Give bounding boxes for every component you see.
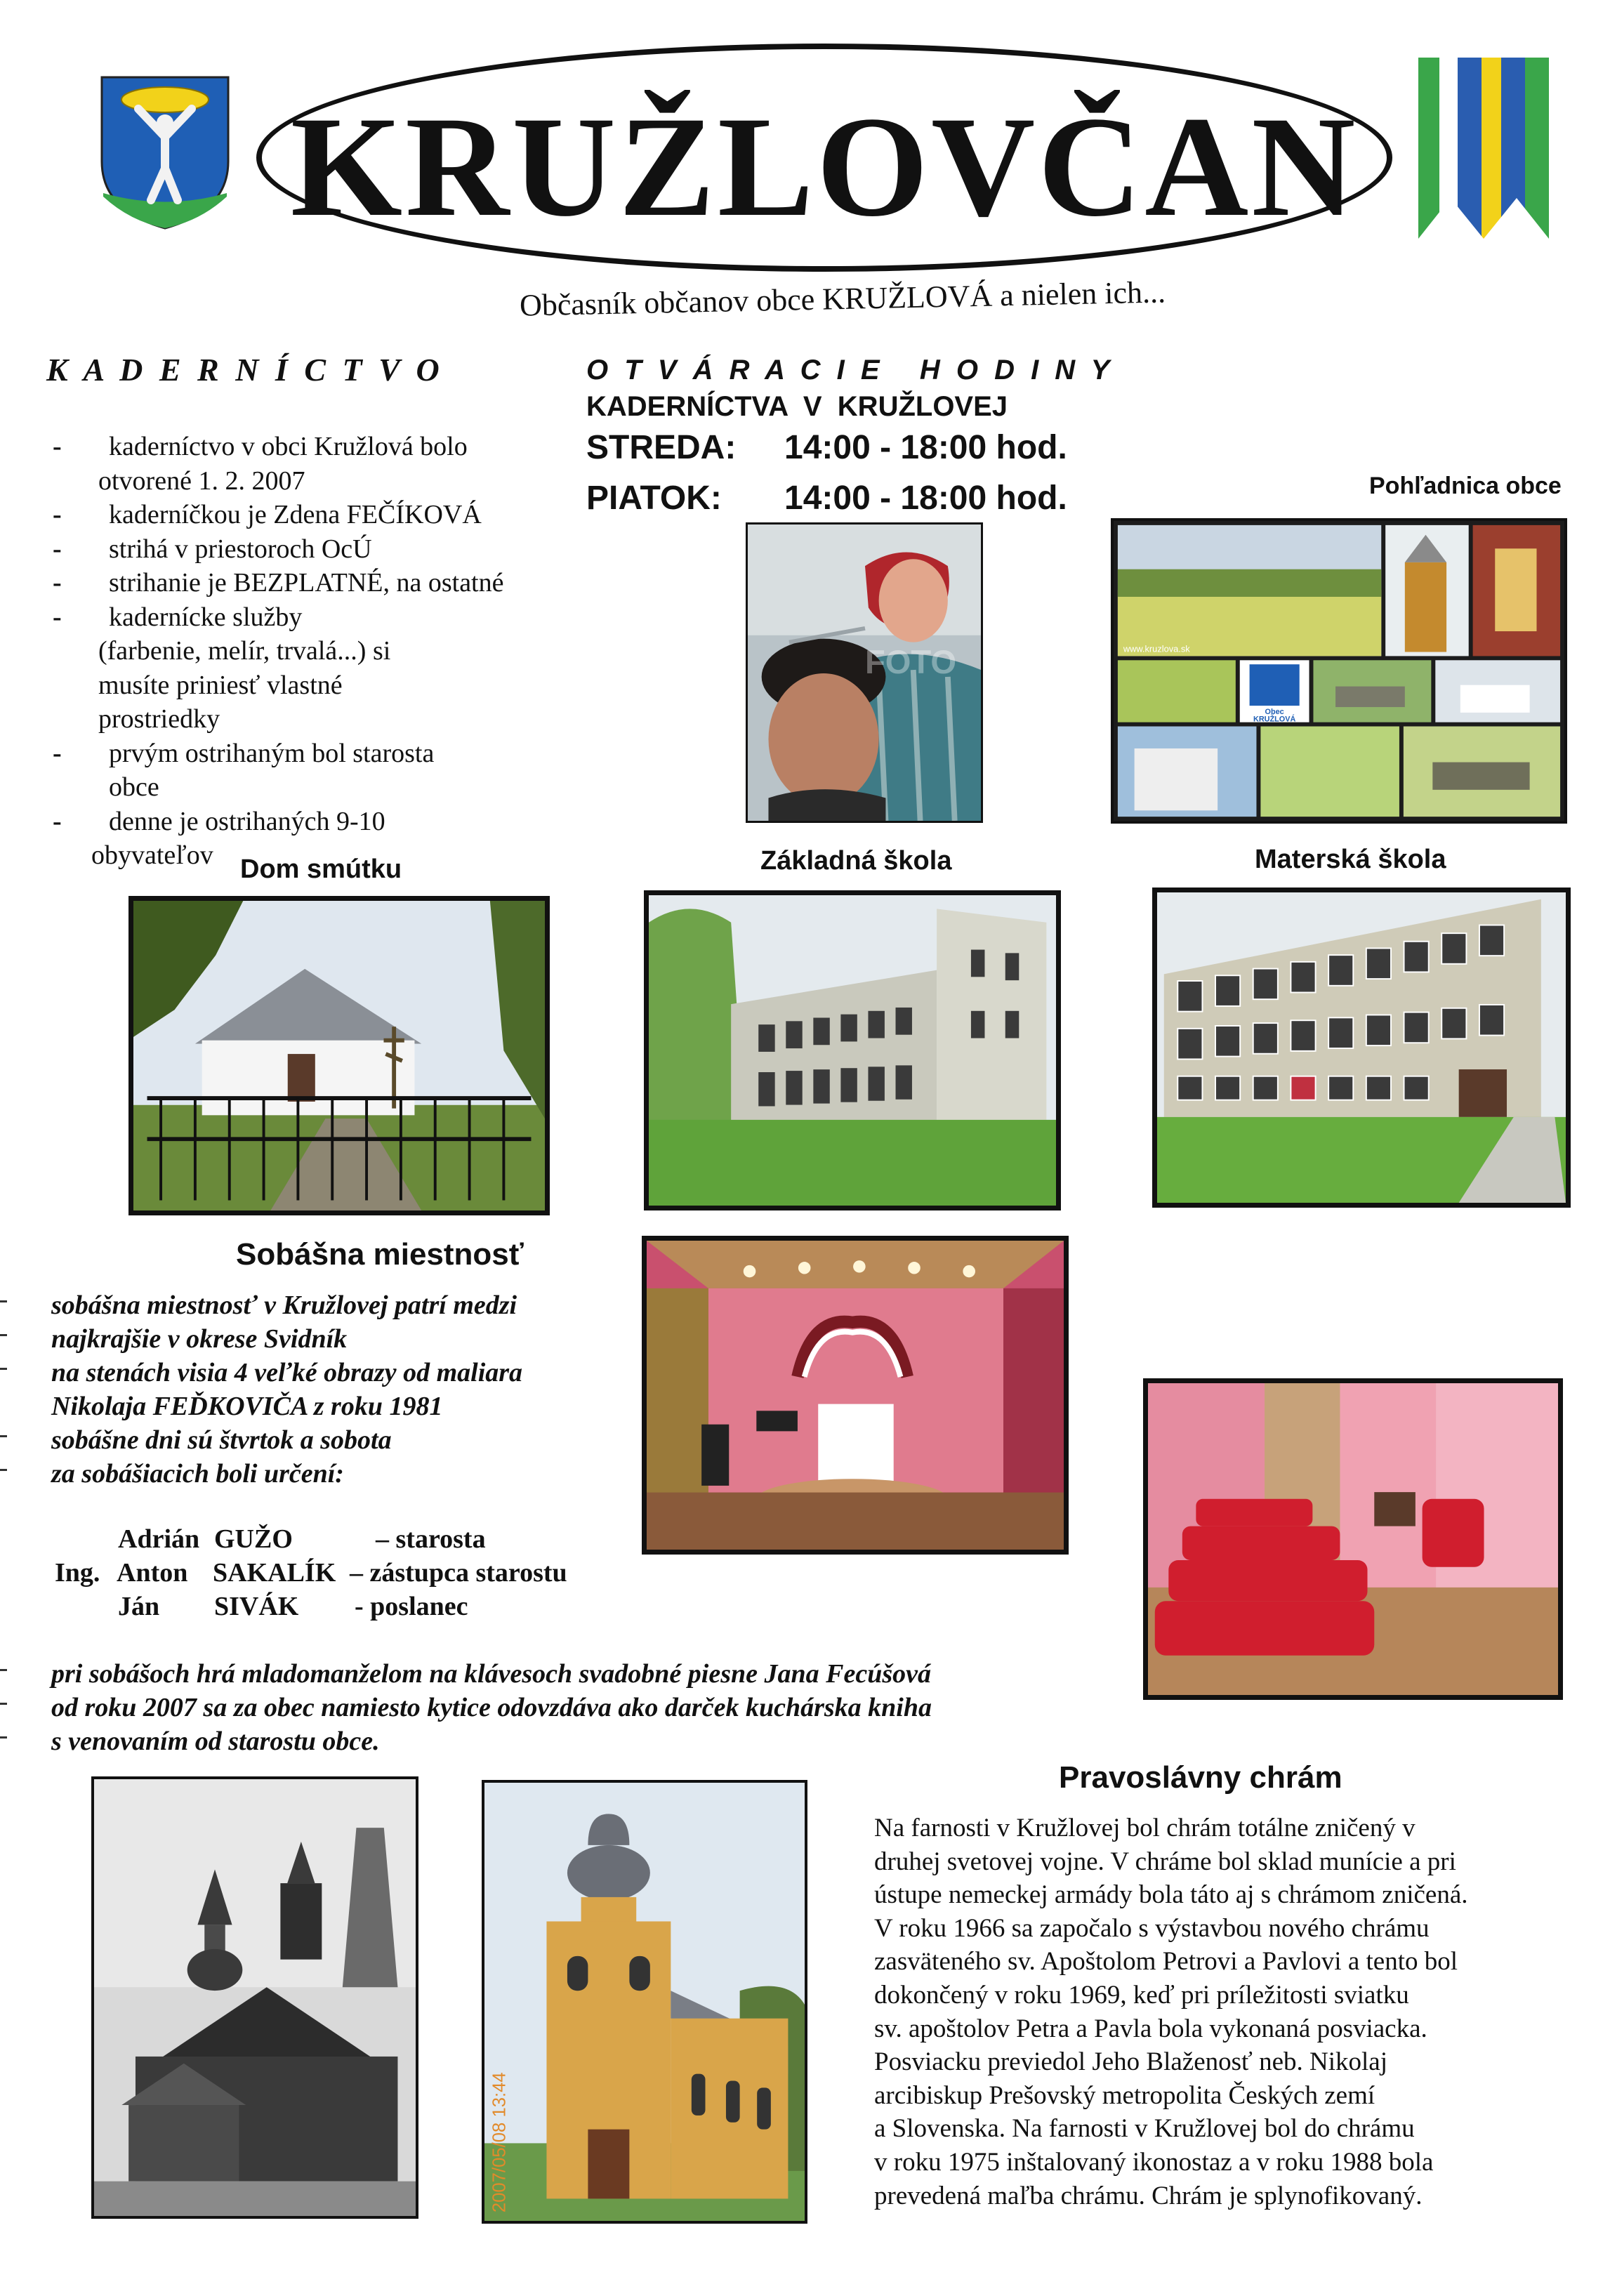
kindergarten-photo [1152, 888, 1571, 1208]
postcard-web: www.kruzlova.sk [1123, 643, 1190, 654]
church-text-line: V roku 1966 sa započalo s výstavbou nového chrámu [874, 1913, 1430, 1943]
margin-dash [0, 1368, 7, 1370]
wedding-officials [55, 1522, 567, 1623]
hours-day: STREDA: [586, 429, 737, 466]
kadernictvo-heading: K A D E R N Í C T V O [46, 352, 444, 388]
margin-dash [0, 1334, 7, 1336]
bullet-dash: - [53, 432, 62, 461]
hours-day: PIATOK: [586, 480, 722, 517]
church-text-line: Na farnosti v Kružlovej bol chrám totálne zničený v [874, 1814, 1416, 1842]
hours-time: 14:00 - 18:00 hod. [784, 480, 1067, 517]
church-text-line: ústupe nemeckej armády bola táto aj s chrámom zničená. [874, 1880, 1468, 1910]
church-heading: Pravoslávny chrám [1059, 1760, 1342, 1795]
official-first-name: Anton [117, 1558, 188, 1588]
bullet-dash: - [53, 568, 62, 598]
bullet-dash: - [53, 738, 62, 768]
bullet-dash: - [53, 602, 62, 632]
kadernictvo-item-text: strihá v priestoroch OcÚ [109, 534, 372, 564]
official-last-name: GUŽO [214, 1524, 293, 1554]
wedding-info-list [51, 1288, 522, 1491]
wedding-note-line: s venovaním od starostu obce. [51, 1727, 380, 1756]
wedding-note-line: od roku 2007 sa za obec namiesto kytice odovzdáva ako darček kuchárska kniha [51, 1693, 932, 1722]
official-role: - poslanec [355, 1592, 468, 1621]
wedding-note-line: pri sobášoch hrá mladomanželom na klávesoch svadobné piesne Jana Fecúšová [51, 1659, 931, 1689]
margin-dash [0, 1703, 7, 1705]
wedding-info-line: na stenách visia 4 veľké obrazy od maliara [51, 1358, 523, 1387]
margin-dash [0, 1669, 7, 1671]
wedding-info-line: za sobášiacich boli určení: [51, 1459, 344, 1489]
margin-dash [0, 1435, 7, 1437]
margin-dash [0, 1300, 7, 1302]
church-text-line: prevedená maľba chrámu. Chrám je splynofikovaný. [874, 2181, 1423, 2210]
official-last-name: SIVÁK [214, 1592, 299, 1621]
kadernictvo-item-line [53, 430, 586, 464]
church-text-line: Posviacku previedol Jeho Blaženosť neb. Nikolaj [874, 2047, 1387, 2077]
official-last-name: SAKALÍK [213, 1558, 336, 1588]
wedding-notes-list [51, 1657, 932, 1758]
wedding-info-line: najkrajšie v okrese Svidník [51, 1324, 348, 1354]
kadernictvo-item-text: prostriedky [98, 704, 220, 734]
masthead-subtitle: Občasník občanov obce KRUŽLOVÁ a nielen ich... [519, 275, 1166, 323]
village-flag-icon [1418, 58, 1549, 239]
church-text-line: dokončený v roku 1969, keď pri príležitosti sviatku [874, 1980, 1409, 2010]
official-first-name: Adrián [118, 1524, 200, 1554]
hours-subheading: KADERNÍCTVA V KRUŽLOVEJ [586, 391, 1008, 422]
official-row [56, 1590, 468, 1623]
bullet-dash: - [53, 806, 62, 836]
church-text-line: v roku 1975 inštalovaný ikonostaz a v roku 1988 bola [874, 2147, 1434, 2177]
church-text-line: a Slovenska. Na farnosti v Kružlovej bol do chrámu [874, 2114, 1415, 2144]
kadernictvo-item-line [53, 668, 586, 703]
hours-time: 14:00 - 18:00 hod. [784, 429, 1067, 466]
official-first-name: Ján [118, 1592, 160, 1621]
kadernictvo-item-text: denne je ostrihaných 9-10 [109, 806, 385, 836]
kadernictvo-item-text: kaderníctvo v obci Kružlová bolo [109, 432, 468, 461]
wedding-info-line: Nikolaja FEĎKOVIČA z roku 1981 [51, 1392, 443, 1421]
kadernictvo-item-line [53, 566, 586, 600]
kadernictvo-item-text: strihanie je BEZPLATNÉ, na ostatné [109, 568, 504, 598]
kadernictvo-item-line [53, 805, 586, 839]
church-description [874, 1812, 1468, 2212]
coat-of-arms-icon [95, 70, 235, 232]
kadernictvo-item-text: musíte priniesť vlastné [98, 670, 343, 700]
hours-heading: O T V Á R A C I E H O D I N Y [586, 355, 1114, 385]
church-text-line: zasväteného sv. Apoštolom Petrovi a Pavlovi a tento bol [874, 1947, 1458, 1977]
wedding-info-line: sobášna miestnosť v Kružlovej patrí medzi [51, 1291, 517, 1320]
postcard-collage [1111, 518, 1567, 824]
bullet-dash: - [53, 500, 62, 529]
new-church-photo [482, 1780, 807, 2224]
elementary-school-caption: Základná škola [760, 846, 952, 876]
kadernictvo-item-line [53, 600, 586, 635]
official-role: – zástupca starostu [350, 1558, 567, 1588]
hairdresser-photo [746, 522, 983, 823]
wedding-sofa-photo [1143, 1378, 1563, 1700]
wedding-info-line: sobášne dni sú štvrtok a sobota [51, 1425, 392, 1455]
kadernictvo-list [53, 430, 586, 873]
hours-row-wednesday [586, 428, 1067, 467]
kindergarten-caption: Materská škola [1255, 845, 1446, 874]
photo-watermark: FOTO [864, 643, 957, 682]
wedding-heading: Sobášna miestnosť [236, 1237, 524, 1272]
kadernictvo-item-text: obyvateľov [91, 840, 213, 870]
kadernictvo-item-text: prvým ostrihaným bol starosta [109, 738, 435, 768]
kadernictvo-item-line [53, 532, 586, 567]
photo-date-stamp: 2007/05/08 13:44 [489, 2072, 510, 2213]
margin-dash [0, 1469, 7, 1471]
kadernictvo-item-line [53, 737, 586, 771]
official-role: – starosta [376, 1524, 486, 1554]
wedding-hall-photo [642, 1236, 1069, 1555]
elementary-school-photo [644, 890, 1061, 1210]
church-text-line: druhej svetovej vojne. V chráme bol sklad munície a pri [874, 1847, 1456, 1876]
postcard-caption: Pohľadnica obce [1369, 473, 1562, 499]
kadernictvo-item-line [53, 702, 586, 737]
official-row [55, 1556, 567, 1590]
official-row [56, 1522, 486, 1556]
hours-row-friday [586, 479, 1067, 517]
kadernictvo-item-text: kadernícke služby [109, 602, 303, 632]
kadernictvo-item-text: kaderníčkou je Zdena FEČÍKOVÁ [109, 500, 482, 529]
official-title: Ing. [55, 1558, 100, 1588]
postcard-label-village: KRUŽLOVÁ [1253, 715, 1296, 724]
kadernictvo-item-text: (farbenie, melír, trvalá...) si [98, 636, 391, 666]
church-text-line: sv. apoštolov Petra a Pavla bola vykonaná posviacka. [874, 2014, 1427, 2043]
kadernictvo-item-line [53, 770, 586, 805]
funeral-home-caption: Dom smútku [240, 855, 402, 884]
kadernictvo-item-text: obce [109, 772, 159, 802]
church-text-line: arcibiskup Prešovský metropolita Českých zemí [874, 2080, 1375, 2110]
kadernictvo-item-line [53, 634, 586, 668]
postcard-label-obec: Obec [1265, 707, 1284, 716]
masthead-title: KRUŽLOVČAN [290, 87, 1359, 246]
funeral-home-photo [128, 896, 550, 1215]
bullet-dash: - [53, 534, 62, 564]
margin-dash [0, 1736, 7, 1739]
kadernictvo-item-line [53, 464, 586, 499]
old-church-photo [91, 1776, 418, 2219]
kadernictvo-item-line [53, 498, 586, 532]
kadernictvo-item-text: otvorené 1. 2. 2007 [98, 466, 305, 496]
